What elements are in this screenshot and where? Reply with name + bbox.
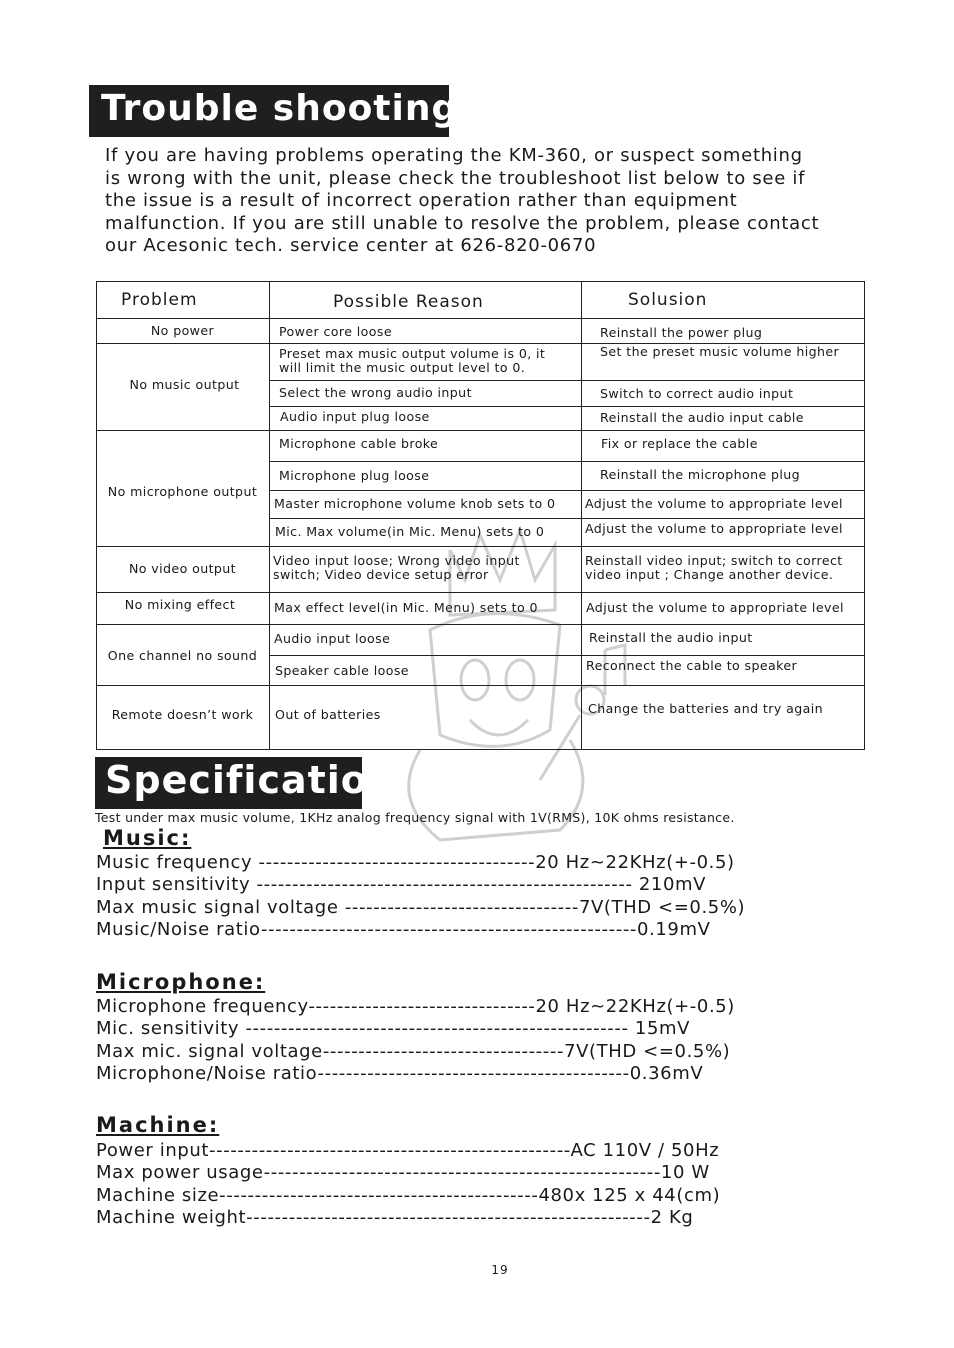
intro-paragraph [105,145,875,258]
header-solution: Solusion [628,290,708,310]
solution-cell: Change the batteries and try again [588,701,823,716]
problem-cell: Remote doesn’t work [111,707,254,722]
reason-cell: Select the wrong audio input [279,385,472,400]
header-problem: Problem [121,290,198,310]
problem-cell: No microphone output [107,484,258,499]
spec-line: Mic. sensitivity ------------------------------------------------------ 15mV [96,1018,691,1039]
solution-cell: Reinstall the audio input [589,630,753,645]
reason-cell: Audio input loose [274,631,391,646]
spec-line: Max power usage--------------------------------------------------------10 W [96,1162,710,1183]
solution-cell: Reinstall the power plug [600,325,763,340]
solution-cell: Adjust the volume to appropriate level [586,600,844,615]
reason-cell: switch; Video device setup error [273,567,489,582]
solution-cell: Fix or replace the cable [601,436,758,451]
problem-cell: No video output [128,561,237,576]
reason-cell: Video input loose; Wrong video input [273,553,520,568]
reason-cell: Power core loose [279,324,392,339]
machine-heading: Machine: [96,1113,220,1137]
spec-line: Music frequency ---------------------------------------20 Hz~22KHz(+-0.5) [96,852,735,873]
solution-cell: Reinstall the audio input cable [600,410,804,425]
spec-line: Microphone frequency--------------------------------20 Hz~22KHz(+-0.5) [96,996,735,1017]
solution-cell: Switch to correct audio input [600,386,794,401]
reason-cell: Microphone plug loose [279,468,430,483]
reason-cell: Mic. Max volume(in Mic. Menu) sets to 0 [275,524,545,539]
reason-cell: Speaker cable loose [275,663,409,678]
solution-cell: Adjust the volume to appropriate level [585,521,843,536]
solution-cell: Adjust the volume to appropriate level [585,496,843,511]
header-possible-reason: Possible Reason [333,292,484,312]
reason-cell: Microphone cable broke [279,436,439,451]
solution-cell: Reinstall the microphone plug [600,467,801,482]
reason-cell: will limit the music output level to 0. [279,360,526,375]
intro-line: malfunction. If you are still unable to resolve the problem, please contact [105,212,820,234]
reason-cell: Out of batteries [275,707,381,722]
problem-cell: No power [150,323,215,338]
specification-title: Specification [95,757,362,809]
intro-line: If you are having problems operating the KM-360, or suspect something [105,145,803,166]
solution-cell: video input ; Change another device. [585,567,834,582]
test-conditions-note: Test under max music volume, 1KHz analog frequency signal with 1V(RMS), 10K ohms resistance. [95,810,735,825]
intro-line: is wrong with the unit, please check the troubleshoot list below to see if [105,167,806,189]
reason-cell: Audio input plug loose [280,409,430,424]
problem-cell: One channel no sound [107,648,258,663]
spec-line: Machine weight---------------------------------------------------------2 Kg [96,1207,694,1228]
spec-line: Power input---------------------------------------------------AC 110V / 50Hz [96,1140,720,1161]
spec-line: Machine size---------------------------------------------480x 125 x 44(cm) [96,1185,721,1206]
spec-line: Max mic. signal voltage----------------------------------7V(THD <=0.5%) [96,1041,731,1062]
page-number: 19 [491,1263,509,1277]
solution-cell: Reconnect the cable to speaker [586,658,798,673]
music-heading: Music: [103,826,192,850]
solution-cell: Set the preset music volume higher [600,344,840,359]
intro-line: our Acesonic tech. service center at 626-820-0670 [105,235,597,257]
problem-cell: No mixing effect [124,597,236,612]
intro-line: the issue is a result of incorrect operation rather than equipment [105,190,738,212]
reason-cell: Master microphone volume knob sets to 0 [274,496,556,511]
trouble-shooting-title: Trouble shooting [89,85,449,137]
spec-line: Music/Noise ratio-----------------------------------------------------0.19mV [96,919,711,940]
reason-cell: Preset max music output volume is 0, it [279,346,546,361]
microphone-heading: Microphone: [96,970,266,994]
solution-cell: Reinstall video input; switch to correct [585,553,843,568]
spec-line: Input sensitivity ----------------------------------------------------- 210mV [96,874,707,895]
problem-cell: No music output [129,377,240,392]
spec-line: Microphone/Noise ratio--------------------------------------------0.36mV [96,1063,704,1084]
reason-cell: Max effect level(in Mic. Menu) sets to 0 [274,600,538,615]
spec-line: Max music signal voltage ---------------------------------7V(THD <=0.5%) [96,897,746,918]
